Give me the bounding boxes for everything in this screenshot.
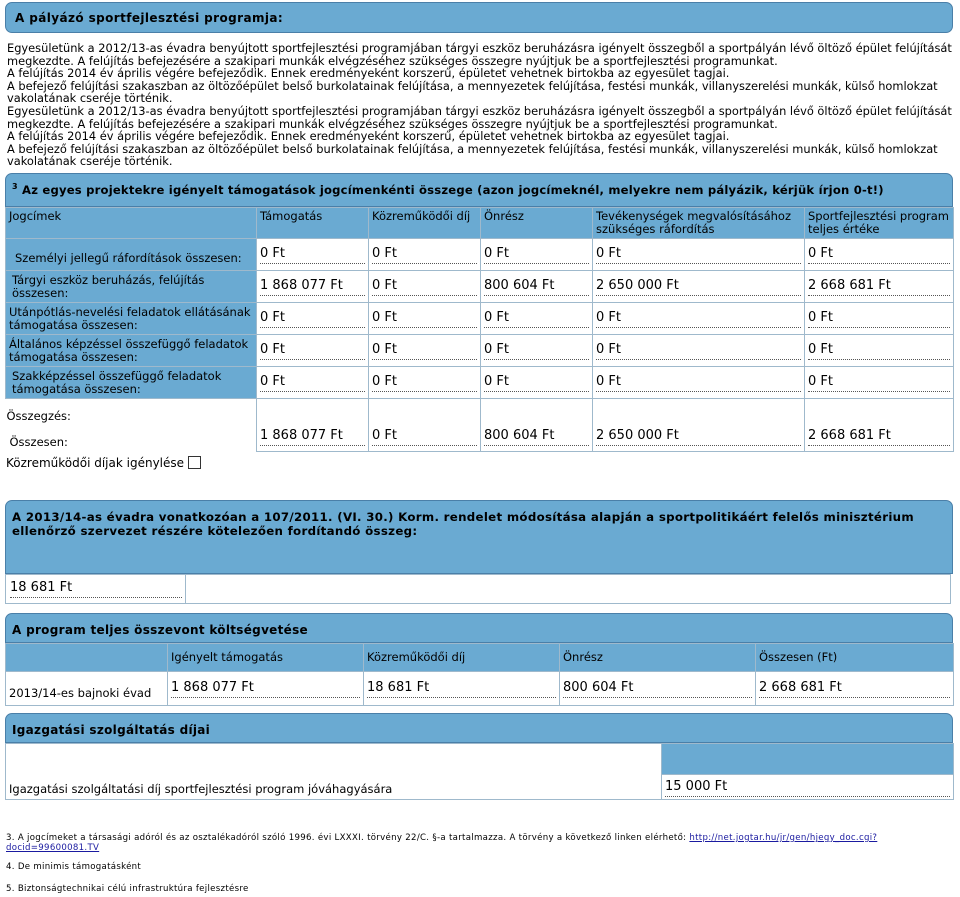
table-row: [6, 239, 954, 271]
summary-label-cell: [6, 399, 257, 452]
row-label-text: Személyi jellegű ráfordítások összesen:: [15, 251, 242, 265]
amount-field[interactable]: [369, 303, 481, 335]
column-header: Közreműködői díj: [369, 208, 481, 239]
column-header: Önrész: [481, 208, 593, 239]
amount-value: 0 Ft: [260, 342, 365, 360]
summary-label: Összegzés:: [6, 409, 71, 423]
total-field: [257, 399, 369, 452]
amount-field[interactable]: [257, 335, 369, 367]
table-row: [6, 335, 954, 367]
total-label: Összesen:: [9, 435, 68, 449]
row-label: [6, 335, 257, 367]
footnote-3: [6, 833, 952, 853]
total-value: 800 604 Ft: [484, 428, 589, 446]
column-header: Igényelt támogatás: [168, 644, 364, 672]
amount-field: [560, 672, 756, 706]
table-row: [6, 672, 954, 706]
amount-field: [168, 672, 364, 706]
admin-fee-title: Igazgatási szolgáltatás díjai: [12, 723, 211, 737]
table-row: [6, 271, 954, 303]
amount-field[interactable]: [257, 303, 369, 335]
ministry-row: [5, 574, 951, 604]
admin-fee-table: [5, 743, 954, 800]
amount-value: 800 604 Ft: [563, 680, 752, 698]
ministry-section-header: [5, 500, 953, 574]
program-costs-header-row: [6, 644, 954, 672]
amount-value: 0 Ft: [596, 310, 801, 328]
admin-fee-label: Igazgatási szolgáltatási díj sportfejlesztési program jóváhagyására: [6, 744, 662, 800]
applicant-section-title: A pályázó sportfejlesztési programja:: [15, 11, 284, 25]
amount-field[interactable]: [805, 335, 954, 367]
total-value: 2 668 681 Ft: [808, 428, 950, 446]
row-label: [6, 367, 257, 399]
amount-field[interactable]: [481, 367, 593, 399]
program-costs-header: [5, 613, 953, 643]
amount-field[interactable]: [481, 239, 593, 271]
table-row: [6, 367, 954, 399]
row-label: [6, 239, 257, 271]
footnote-3-link[interactable]: http://net.jogtar.hu/jr/gen/hjegy_doc.cgi?docid=99600081.TV: [6, 833, 878, 853]
row-label-text: Szakképzéssel összefüggő feladatok támogatása összesen:: [12, 368, 222, 396]
total-value: 2 650 000 Ft: [596, 428, 801, 446]
amount-value: 0 Ft: [808, 374, 950, 392]
empty-header-cell: [6, 644, 168, 672]
description-paragraph: A felújítás 2014 év április végére befejeződik. Ennek eredményeként korszerű, épületet vehetnek birtokba az egyesület tagjai.: [7, 66, 730, 81]
ministry-section-title: A 2013/14-as évadra vonatkozóan a 107/2011. (VI. 30.) Korm. rendelet módosítása alapján a sportpolitikáért felelős minisztérium ellenőrző szervezet részére kötelezően fordítandó összeg:: [12, 510, 914, 538]
amount-value: 0 Ft: [484, 310, 589, 328]
footnote-3-text: 3. A jogcímeket a társasági adóról és az osztalékadóról szóló 1996. évi LXXXI. törvény 22/C. §-a tartalmazza. A törvény a következő linken elérhető:: [6, 833, 690, 843]
amount-value: 0 Ft: [596, 374, 801, 392]
amount-value: 0 Ft: [260, 374, 365, 392]
ministry-amount-field[interactable]: [6, 575, 186, 603]
fee-request: [6, 456, 201, 470]
projects-section-header: [5, 173, 953, 207]
amount-field[interactable]: [257, 239, 369, 271]
description-paragraph: A befejező felújítási szakaszban az öltözőépület belső burkolatainak felújítása, a mennyezetek felújítása, festési munkák, villanyszerelési munkák, külső homlokzat vakolatának cseréje történik.: [7, 141, 938, 169]
footnote-ref: 3: [12, 182, 18, 191]
amount-field[interactable]: [593, 239, 805, 271]
program-description: [7, 42, 953, 168]
row-label: [6, 303, 257, 335]
total-field: [369, 399, 481, 452]
admin-fee-header: [5, 713, 953, 743]
amount-field[interactable]: [369, 335, 481, 367]
amount-value: 18 681 Ft: [367, 680, 556, 698]
amount-field[interactable]: [257, 271, 369, 303]
fee-request-checkbox[interactable]: [188, 456, 201, 469]
column-header: Támogatás: [257, 208, 369, 239]
fee-request-label: Közreműködői díjak igénylése: [6, 456, 185, 470]
row-label-text: Utánpótlás-nevelési feladatok ellátásának támogatása összesen:: [9, 304, 251, 332]
description-paragraph: A befejező felújítási szakaszban az öltözőépület belső burkolatainak felújítása, a mennyezetek felújítása, festési munkák, villanyszerelési munkák, külső homlokzat vakolatának cseréje történik.: [7, 78, 938, 106]
column-header: Közreműködői díj: [364, 644, 560, 672]
footnote-4: 4. De minimis támogatásként: [6, 862, 142, 872]
program-costs-table: [5, 643, 954, 706]
applicant-section-header: [5, 2, 953, 33]
amount-value: 0 Ft: [372, 342, 477, 360]
amount-field[interactable]: [593, 367, 805, 399]
amount-field[interactable]: [369, 271, 481, 303]
summary-row: [6, 399, 954, 452]
amount-value: 2 668 681 Ft: [808, 278, 950, 296]
column-header: Sportfejlesztési program teljes értéke: [805, 208, 954, 239]
amount-value: 0 Ft: [260, 246, 365, 264]
projects-section-title: Az egyes projektekre igényelt támogatások jogcímenkénti összege (azon jogcímeknél, melyekre nem pályázik, kérjük írjon 0-t!): [22, 182, 884, 197]
amount-field[interactable]: [481, 335, 593, 367]
description-paragraph: A felújítás 2014 év április végére befejeződik. Ennek eredményeként korszerű, épületet vehetnek birtokba az egyesület tagjai.: [7, 129, 730, 144]
amount-value: 0 Ft: [596, 342, 801, 360]
total-field: [481, 399, 593, 452]
description-paragraph: Egyesületünk a 2012/13-as évadra benyújtott sportfejlesztési programjában tárgyi eszköz beruházásra igényelt összegből a sportpályán lévő öltöző épület felújítását megkezdte. A felújítás befejezésére a szakipari munkák elvégzéséhez szükséges összegre nyújtjuk be a sportfejlesztési programunkat.: [7, 103, 952, 131]
program-costs-title: A program teljes összevont költségvetése: [12, 623, 308, 637]
season-label: 2013/14-es bajnoki évad: [6, 672, 168, 706]
amount-value: 0 Ft: [808, 246, 950, 264]
amount-field[interactable]: [481, 303, 593, 335]
amount-value: 0 Ft: [484, 342, 589, 360]
amount-field[interactable]: [481, 271, 593, 303]
table-row: [6, 303, 954, 335]
amount-value: 0 Ft: [484, 246, 589, 264]
amount-field[interactable]: [593, 271, 805, 303]
amount-value: 2 650 000 Ft: [596, 278, 801, 296]
amount-value: 0 Ft: [372, 246, 477, 264]
row-label-text: Általános képzéssel összefüggő feladatok támogatása összesen:: [9, 336, 249, 364]
amount-value: 0 Ft: [484, 374, 589, 392]
amount-field[interactable]: [593, 335, 805, 367]
admin-fee-value: 15 000 Ft: [665, 779, 950, 797]
amount-value: 1 868 077 Ft: [171, 680, 360, 698]
projects-header-row: [6, 208, 954, 239]
amount-field: [364, 672, 560, 706]
column-header: Összesen (Ft): [756, 644, 954, 672]
projects-table: [5, 207, 954, 452]
amount-value: 0 Ft: [596, 246, 801, 264]
total-field: [593, 399, 805, 452]
description-paragraph: Egyesületünk a 2012/13-as évadra benyújtott sportfejlesztési programjában tárgyi eszköz beruházásra igényelt összegből a sportpályán lévő öltöző épület felújítását megkezdte. A felújítás befejezésére a szakipari munkák elvégzéséhez szükséges összegre nyújtjuk be a sportfejlesztési programunkat.: [7, 41, 952, 68]
amount-field[interactable]: [593, 303, 805, 335]
row-label-text: Tárgyi eszköz beruházás, felújítás összesen:: [12, 272, 205, 300]
total-field: [805, 399, 954, 452]
amount-value: 2 668 681 Ft: [759, 680, 950, 698]
amount-value: 0 Ft: [372, 278, 477, 296]
amount-field: [756, 672, 954, 706]
amount-value: 0 Ft: [808, 342, 950, 360]
amount-value: 0 Ft: [808, 310, 950, 328]
table-row: [6, 744, 954, 800]
amount-field[interactable]: [369, 239, 481, 271]
total-value: 1 868 077 Ft: [260, 428, 365, 446]
amount-field[interactable]: [805, 303, 954, 335]
amount-value: 1 868 077 Ft: [260, 278, 365, 296]
amount-value: 800 604 Ft: [484, 278, 589, 296]
column-header: Tevékenységek megvalósításához szükséges ráfordítás: [593, 208, 805, 239]
amount-field[interactable]: [805, 239, 954, 271]
column-header: Önrész: [560, 644, 756, 672]
amount-value: 0 Ft: [260, 310, 365, 328]
ministry-amount-value: 18 681 Ft: [10, 580, 182, 598]
amount-field[interactable]: [369, 367, 481, 399]
admin-fee-field: [662, 744, 954, 800]
amount-value: 0 Ft: [372, 374, 477, 392]
amount-value: 0 Ft: [372, 310, 477, 328]
row-label: [6, 271, 257, 303]
total-value: 0 Ft: [372, 428, 477, 446]
amount-field[interactable]: [257, 367, 369, 399]
amount-field[interactable]: [805, 271, 954, 303]
column-header: Jogcímek: [6, 208, 257, 239]
admin-fee-value-box: [662, 774, 953, 799]
footnote-5: 5. Biztonságtechnikai célú infrastruktúra fejlesztésre: [6, 884, 249, 894]
amount-field[interactable]: [805, 367, 954, 399]
